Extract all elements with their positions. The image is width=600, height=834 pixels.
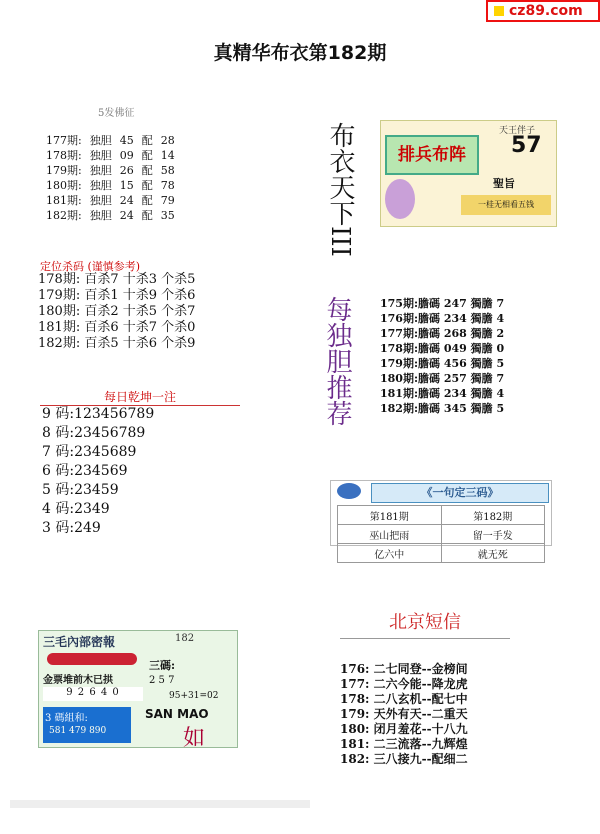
panel1-cell-a: 45 xyxy=(119,134,134,147)
panel1-row xyxy=(46,193,183,208)
combo-box xyxy=(43,707,131,743)
panel2-row: 178期: 百杀7 十杀3 个杀5 xyxy=(38,272,196,287)
dudan-list xyxy=(380,296,504,416)
dudan-row: 181期:膽碼 234 獨膽 4 xyxy=(380,387,505,400)
panel2-row: 182期: 百杀5 十杀6 个杀9 xyxy=(38,336,196,351)
panel1-cell-b: 配 xyxy=(141,149,153,162)
panel1-row xyxy=(46,208,183,223)
dudan-row: 180期:膽碼 257 獨膽 7 xyxy=(380,372,505,385)
mark-57: 57 xyxy=(511,133,542,158)
panel3-row: 4 码:2349 xyxy=(42,501,110,517)
panel1-cell-b: 配 xyxy=(141,179,153,192)
panel1-cell-c: 35 xyxy=(160,209,175,222)
panel1-cell-label: 独胆 xyxy=(89,209,112,222)
r2c1: 亿六中 xyxy=(338,544,442,563)
beijing-list xyxy=(340,662,468,767)
panel3-row: 6 码:234569 xyxy=(42,463,128,479)
banner-paibing: 排兵布阵 xyxy=(385,135,479,175)
dudan-row: 179期:膽碼 456 獨膽 5 xyxy=(380,357,505,370)
r1c1: 巫山把雨 xyxy=(338,525,442,544)
col2: 第182期 xyxy=(441,506,545,525)
panel1-cell-c: 14 xyxy=(160,149,175,162)
sanmao-issue: 182 xyxy=(175,633,195,644)
beijing-row: 179: 天外有天--二重天 xyxy=(340,707,468,721)
panel1-cell-label: 独胆 xyxy=(89,149,112,162)
panel3-row: 8 码:23456789 xyxy=(42,425,146,441)
r1c2: 留一手发 xyxy=(441,525,545,544)
logo-square-icon xyxy=(494,6,504,16)
panel1-list xyxy=(46,133,183,223)
panel2-header: 定位杀码 (谨慎参考) xyxy=(40,260,141,273)
panel1-row xyxy=(46,148,183,163)
beijing-row: 177: 二六今能--降龙虎 xyxy=(340,677,468,691)
combo-label: 3 碼組和: xyxy=(45,713,88,724)
banner-yigui: 一桂无相看五钱 xyxy=(461,195,551,215)
yiju-table xyxy=(337,505,545,563)
panel1-cell-a: 26 xyxy=(119,164,134,177)
sanmao-title: 三毛內部密報 xyxy=(43,635,116,649)
panel1-cell-label: 独胆 xyxy=(89,179,112,192)
panel2-row: 180期: 百杀2 十杀5 个杀7 xyxy=(38,304,196,319)
panel1-cell-issue: 180期: xyxy=(46,179,82,192)
flower-icon xyxy=(385,179,415,219)
panel1-cell-c: 78 xyxy=(160,179,175,192)
panel3-row: 5 码:23459 xyxy=(42,482,119,498)
panel1-cell-a: 09 xyxy=(119,149,134,162)
banner-box xyxy=(380,120,557,227)
beijing-header: 北京短信 xyxy=(340,608,510,639)
panel1-cell-c: 58 xyxy=(160,164,175,177)
site-watermark xyxy=(486,0,600,22)
dudan-row: 178期:膽碼 049 獨膽 0 xyxy=(380,342,505,355)
sanmao-line1: 金票堆前木已拱 xyxy=(43,675,113,686)
panel1-row xyxy=(46,178,183,193)
banner-tianwang: 天王伴子 xyxy=(499,126,536,136)
page-title: 真精华布衣第182期 xyxy=(213,42,387,64)
panel1-cell-a: 24 xyxy=(119,209,134,222)
panel3-header: 每日乾坤一注 xyxy=(40,388,240,406)
panel3-list xyxy=(42,405,154,538)
panel1-cell-label: 独胆 xyxy=(89,134,112,147)
panel1-cell-label: 独胆 xyxy=(89,164,112,177)
sanmao-brand: SAN MAO xyxy=(145,707,209,721)
dragon-icon xyxy=(337,483,361,499)
beijing-row: 180: 闭月羞花--十八九 xyxy=(340,722,468,736)
panel1-cell-issue: 181期: xyxy=(46,194,82,207)
vertical-text-purple: 每独胆推荐 xyxy=(322,296,352,426)
dudan-row: 182期:膽碼 345 獨膽 5 xyxy=(380,402,505,415)
panel1-cell-label: 独胆 xyxy=(89,194,112,207)
dudan-row: 175期:膽碼 247 獨膽 7 xyxy=(380,297,505,310)
sanmao-label3: 三碼: xyxy=(149,659,176,672)
beijing-row: 178: 二八玄机--配七中 xyxy=(340,692,468,706)
sanmao-eq: 95+31=02 xyxy=(169,691,219,701)
sanmao-digits: 9 2 6 4 0 xyxy=(43,687,143,701)
beijing-row: 182: 三八接九--配细二 xyxy=(340,752,468,766)
faint-footer xyxy=(10,800,310,808)
panel1-cell-c: 79 xyxy=(160,194,175,207)
panel2-list xyxy=(38,272,195,352)
panel3-row: 7 码:2345689 xyxy=(42,444,137,460)
panel2-row: 181期: 百杀6 十杀7 个杀0 xyxy=(38,320,196,335)
panel1-header: 5发佛征 xyxy=(98,108,135,119)
vertical-title-buyi xyxy=(325,122,365,257)
panel1-cell-issue: 182期: xyxy=(46,209,82,222)
yiju-header: 《一句定三码》 xyxy=(371,483,549,503)
panel1-cell-a: 24 xyxy=(119,194,134,207)
dudan-row: 176期:膽碼 234 獨膽 4 xyxy=(380,312,505,325)
panel1-cell-b: 配 xyxy=(141,134,153,147)
panel1-cell-b: 配 xyxy=(141,209,153,222)
col1: 第181期 xyxy=(338,506,442,525)
panel1-cell-b: 配 xyxy=(141,164,153,177)
beijing-row: 176: 二七同登--金榜间 xyxy=(340,662,468,676)
combo-value: 581 479 890 xyxy=(49,726,107,736)
panel2-row: 179期: 百杀1 十杀9 个杀6 xyxy=(38,288,196,303)
watermark-text: cz89.com xyxy=(509,3,583,19)
yiju-box xyxy=(330,480,552,561)
sanmao-box xyxy=(38,630,238,748)
r2c2: 就无死 xyxy=(441,544,545,563)
panel1-cell-b: 配 xyxy=(141,194,153,207)
panel1-row xyxy=(46,163,183,178)
panel1-cell-issue: 178期: xyxy=(46,149,82,162)
vertical-text: 布衣天下III xyxy=(325,122,355,257)
vertical-title-dudan xyxy=(322,296,362,426)
sanmao-big: 如 xyxy=(183,726,206,748)
panel1-cell-c: 28 xyxy=(160,134,175,147)
panel1-row xyxy=(46,133,183,148)
panel1-cell-issue: 179期: xyxy=(46,164,82,177)
banner-shengzhi: 聖旨 xyxy=(493,177,515,190)
ribbon-icon xyxy=(47,653,137,665)
panel1-cell-issue: 177期: xyxy=(46,134,82,147)
panel3-row: 3 码:249 xyxy=(42,520,101,536)
beijing-row: 181: 二三流落--九辉煌 xyxy=(340,737,468,751)
sanmao-nums3: 2 5 7 xyxy=(149,675,175,686)
panel1-cell-a: 15 xyxy=(119,179,134,192)
dudan-row: 177期:膽碼 268 獨膽 2 xyxy=(380,327,505,340)
panel3-row: 9 码:123456789 xyxy=(42,406,155,422)
